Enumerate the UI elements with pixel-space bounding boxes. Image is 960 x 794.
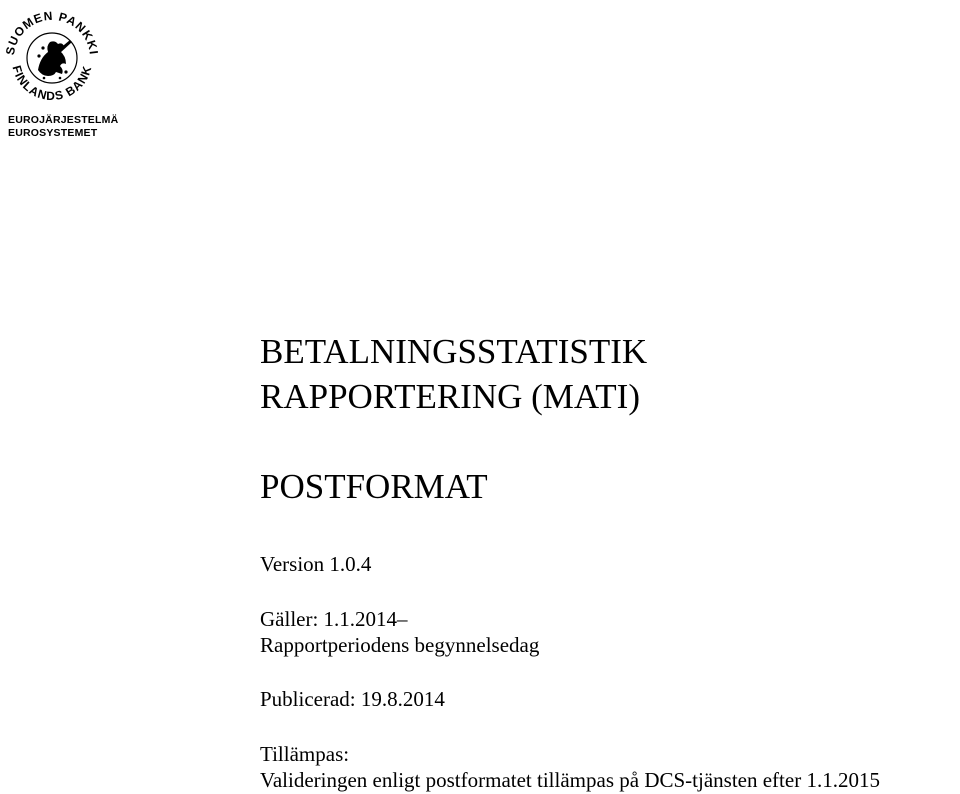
lion-emblem-icon <box>37 40 72 79</box>
document-title-line1: BETALNINGSSTATISTIK <box>260 332 648 371</box>
bank-seal-icon <box>2 0 102 112</box>
seal-ring-text-bottom: FINLANDS BANK <box>9 63 95 104</box>
seal-ring-text-top: SUOMEN PANKKI <box>3 8 101 57</box>
application-label: Tillämpas: <box>260 742 350 766</box>
application-text: Valideringen enligt postformatet tillämpas på DCS-tjänsten efter 1.1.2015 <box>260 768 880 792</box>
document-title-line2: RAPPORTERING (MATI) <box>260 377 640 416</box>
document-subtitle: POSTFORMAT <box>260 467 488 506</box>
valid-from-note: Rapportperiodens begynnelsedag <box>260 633 540 657</box>
valid-from: Gäller: 1.1.2014– <box>260 607 408 631</box>
eurosystem-label-fi: EUROJÄRJESTELMÄ <box>8 114 119 126</box>
eurosystem-label-sv: EUROSYSTEMET <box>8 127 98 139</box>
document-version: Version 1.0.4 <box>260 552 372 576</box>
finlands-bank-logo <box>2 0 119 140</box>
published-date: Publicerad: 19.8.2014 <box>260 687 445 711</box>
